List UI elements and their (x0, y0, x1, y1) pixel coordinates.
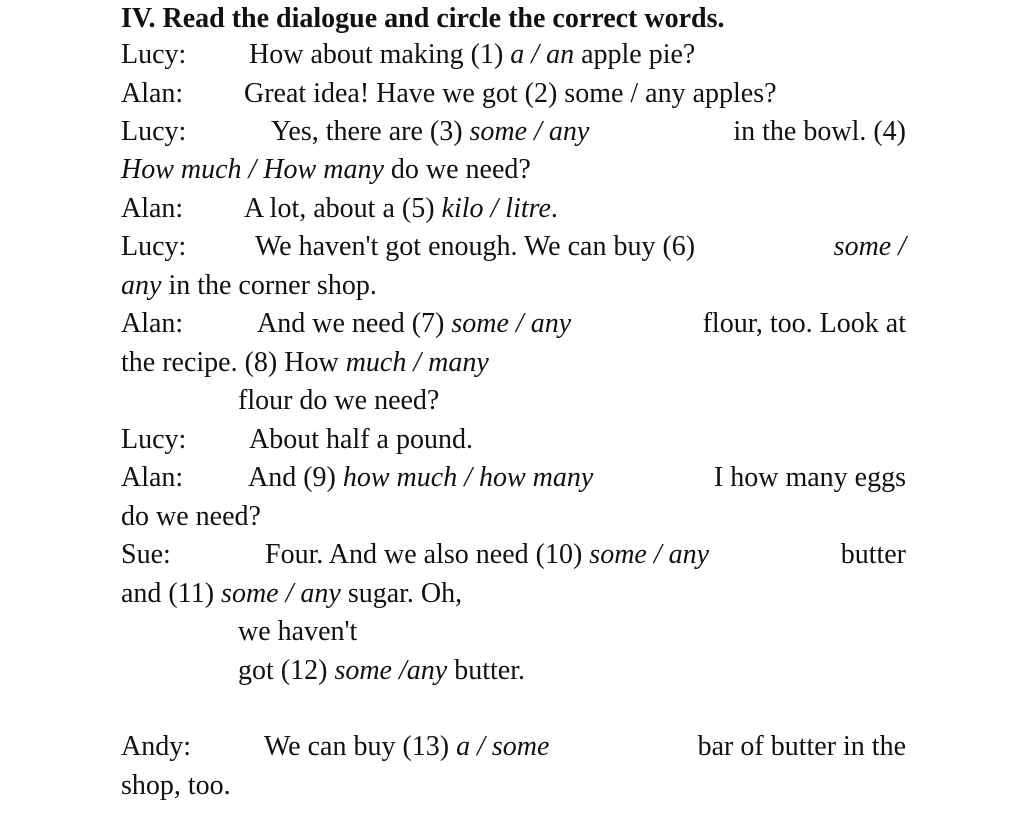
choice-text: some / any (451, 308, 572, 339)
line-text: Four. And we also need (10) (265, 539, 590, 570)
choice-text: any (121, 270, 162, 301)
line-text: Great idea! Have we got (2) some / any apples? (244, 78, 777, 109)
dialogue-line-3 (121, 113, 906, 151)
dialogue-line-14 (121, 536, 906, 574)
choice-text: some / any (469, 116, 590, 147)
line-text: and (11) (121, 578, 222, 609)
line-text: About half a pound. (249, 424, 473, 455)
dialogue-line-10 (238, 382, 906, 420)
line-text: We can buy (13) (264, 731, 457, 762)
line-text: got (12) (238, 655, 335, 686)
line-text: do we need? (121, 501, 261, 532)
line-text: bar of butter in the (697, 731, 906, 762)
dialogue-line-18 (121, 728, 906, 766)
dialogue-line-2 (121, 75, 906, 113)
worksheet-page (121, 0, 906, 832)
dialogue-line-4 (121, 151, 906, 189)
exercise-title: IV. Read the dialogue and circle the correct words. (121, 3, 725, 34)
choice-text: some / any (589, 539, 710, 570)
line-text: A lot, about a (5) (244, 193, 442, 224)
line-text: do we need? (383, 154, 531, 185)
line-text: I how many eggs (713, 462, 906, 493)
choice-text: some / (833, 231, 906, 262)
line-text: the recipe. (8) How (121, 347, 346, 378)
line-text: . (550, 193, 558, 224)
speaker-alan: Alan: (121, 193, 184, 224)
line-text: in the corner shop. (161, 270, 377, 301)
dialogue-line-11 (121, 421, 906, 459)
dialogue-line-7 (121, 267, 906, 305)
speaker-lucy: Lucy: (121, 231, 187, 262)
dialogue-line-13 (121, 498, 906, 536)
choice-text: much / many (345, 347, 489, 378)
line-text: We haven't got enough. We can buy (6) (255, 231, 696, 262)
line-text: apple pie? (574, 39, 696, 70)
line-text: sugar. Oh, (340, 578, 463, 609)
choice-text: kilo / litre (441, 193, 551, 224)
dialogue-line-9 (121, 344, 906, 382)
speaker-sue: Sue: (121, 539, 171, 570)
choice-text: a / some (456, 731, 550, 762)
dialogue-line-15 (121, 575, 906, 613)
line-text: And (9) (248, 462, 343, 493)
dialogue-line-8 (121, 305, 906, 343)
speaker-alan: Alan: (121, 308, 184, 339)
line-text: butter (840, 539, 906, 570)
choice-text: How much / How many (121, 154, 384, 185)
line-text: in the bowl. (4) (733, 116, 906, 147)
choice-text: some /any (334, 655, 448, 686)
choice-text: some / any (221, 578, 341, 609)
speaker-alan: Alan: (121, 462, 184, 493)
dialogue-line-6 (121, 228, 906, 266)
choice-text: how much / how many (342, 462, 594, 493)
choice-text: a / an (510, 39, 575, 70)
line-text: butter. (447, 655, 525, 686)
line-text: Yes, there are (3) (271, 116, 470, 147)
line-text: we haven't (238, 616, 358, 647)
line-text: shop, too. (121, 770, 231, 801)
speaker-lucy: Lucy: (121, 39, 187, 70)
dialogue-line-19 (121, 767, 906, 805)
dialogue-line-17 (238, 652, 906, 690)
speaker-alan: Alan: (121, 78, 184, 109)
line-text: flour, too. Look at (702, 308, 906, 339)
line-text: And we need (7) (257, 308, 452, 339)
dialogue-line-16 (238, 613, 906, 651)
dialogue-line-5 (121, 190, 906, 228)
speaker-lucy: Lucy: (121, 116, 187, 147)
speaker-lucy: Lucy: (121, 424, 187, 455)
dialogue-line-12 (121, 459, 906, 497)
dialogue-line-1 (121, 36, 906, 74)
line-text: flour do we need? (238, 385, 440, 416)
line-text: How about making (1) (249, 39, 511, 70)
speaker-andy: Andy: (121, 731, 191, 762)
